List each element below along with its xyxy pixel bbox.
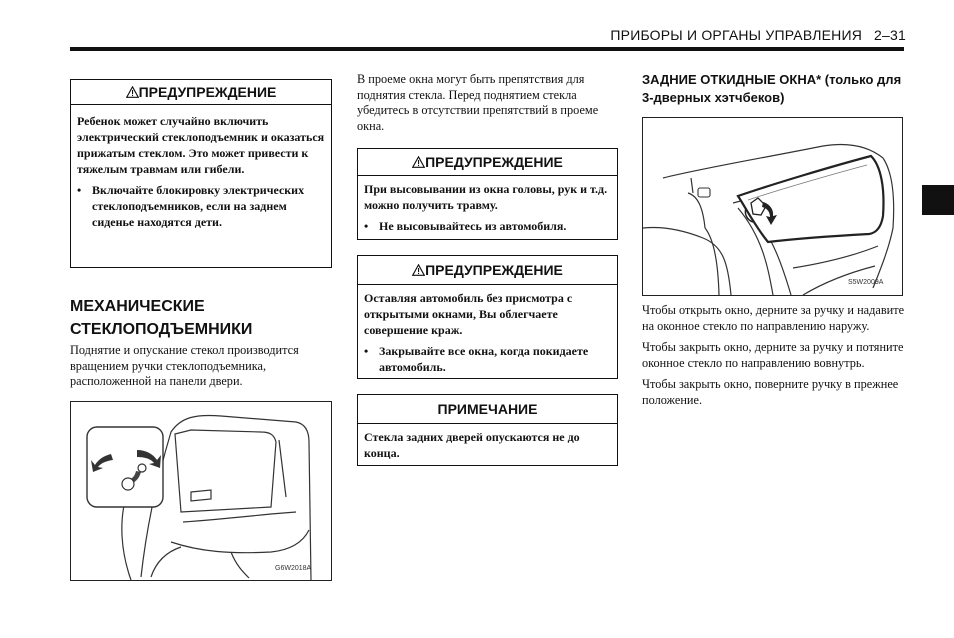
warning-body	[71, 105, 331, 235]
warning-title: ПРЕДУПРЕЖДЕНИЕ	[425, 154, 563, 170]
warning-body	[358, 176, 617, 239]
warning-text: При высовывании из окна головы, рук и т.д. можно получить травму.	[364, 182, 608, 212]
note-text: Стекла задних дверей опускаются не до конца.	[364, 430, 580, 460]
door-crank-illustration	[71, 402, 331, 580]
warning-header	[71, 80, 331, 105]
warning-header	[358, 256, 617, 285]
rear-window-instructions	[642, 303, 910, 415]
warning-bullet: • Закрывайте все окна, когда покидаете автомобиль.	[364, 343, 611, 375]
note-box	[357, 394, 618, 466]
open-window-text: Чтобы открыть окно, дерните за ручку и надавите на оконное стекло по направлению наружу.	[642, 303, 905, 333]
figure-door-crank	[70, 401, 332, 581]
close-window-text: Чтобы закрыть окно, дерните за ручку и потяните оконное стекло по направлению вовнутрь.	[642, 340, 904, 370]
section-text-manual-windows: Поднятие и опускание стекол производится вращением ручки стеклоподъемника, расположенной на панели двери.	[70, 343, 299, 389]
warning-bullet-text: Не высовывайтесь из автомобиля.	[379, 219, 567, 233]
warning-text: Оставляя автомобиль без присмотра с открытыми окнами, Вы облегчаете совершение краж.	[364, 291, 573, 337]
warning-box-head-out	[357, 148, 618, 240]
figure-code: G6W2018A	[275, 565, 312, 572]
warning-header	[358, 149, 617, 176]
note-body	[358, 424, 617, 466]
lock-window-text: Чтобы закрыть окно, поверните ручку в прежнее положение.	[642, 377, 899, 407]
warning-triangle-icon	[126, 86, 139, 98]
warning-box-theft	[357, 255, 618, 379]
figure-rear-window	[642, 117, 903, 296]
rear-window-illustration	[643, 118, 902, 295]
page-number: 2–31	[874, 27, 906, 43]
warning-title: ПРЕДУПРЕЖДЕНИЕ	[425, 262, 563, 278]
window-obstacle-text: В проеме окна могут быть препятствия для поднятия стекла. Перед поднятием стекла убедитесь в отсутствии препятствий в проеме окна.	[357, 72, 599, 133]
warning-bullet: • Не высовывайтесь из автомобиля.	[364, 219, 567, 233]
header-title: ПРИБОРЫ И ОРГАНЫ УПРАВЛЕНИЯ	[610, 27, 863, 43]
section-title-manual-windows: МЕХАНИЧЕСКИЕ СТЕКЛОПОДЪЕМНИКИ	[70, 298, 253, 338]
warning-triangle-icon	[412, 264, 425, 276]
section-title-rear-windows: ЗАДНИЕ ОТКИДНЫЕ ОКНА* (только для 3-дверных хэтчбеков)	[642, 72, 902, 105]
warning-bullet-text: Закрывайте все окна, когда покидаете автомобиль.	[379, 344, 589, 374]
figure-code: S5W2009A	[848, 279, 884, 286]
warning-body	[358, 285, 617, 380]
warning-bullet-text: Включайте блокировку электрических стеклоподъемников, если на заднем сиденье находятся дети.	[92, 183, 305, 229]
warning-text: Ребенок может случайно включить электрический стеклоподъемник и оказаться прижатым стеклом. Это может привести к тяжелым травмам или гибели.	[77, 114, 325, 176]
warning-bullet: • Включайте блокировку электрических стеклоподъемников, если на заднем сиденье находятся дети.	[77, 182, 325, 230]
warning-title: ПРЕДУПРЕЖДЕНИЕ	[138, 84, 277, 100]
warning-triangle-icon	[412, 156, 425, 168]
running-header	[610, 27, 906, 43]
note-header: ПРИМЕЧАНИЕ	[358, 395, 617, 424]
chapter-thumb-tab	[922, 185, 954, 215]
warning-box-child-lock	[70, 79, 332, 268]
header-rule	[70, 47, 904, 51]
